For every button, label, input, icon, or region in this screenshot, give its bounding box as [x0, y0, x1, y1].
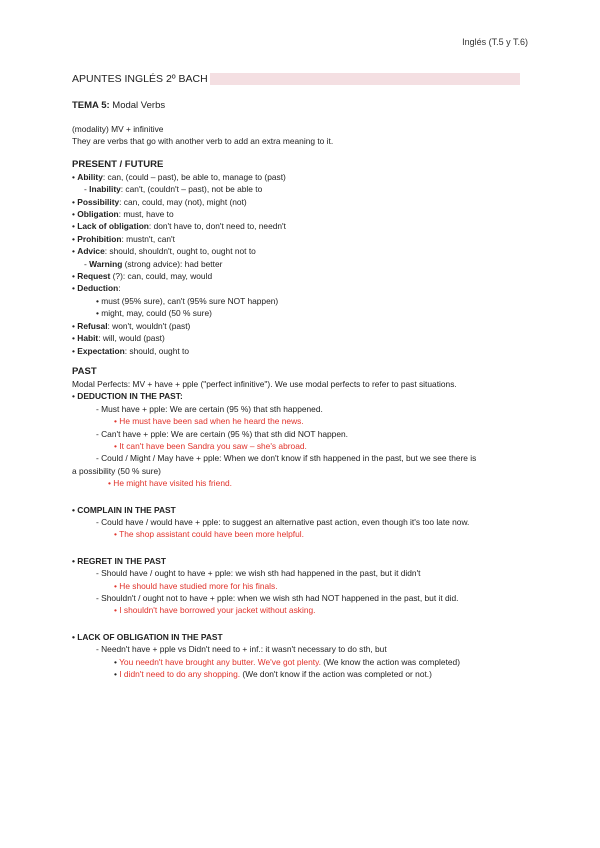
- example-line: • I shouldn't have borrowed your jacket without asking.: [114, 605, 316, 616]
- deduction-heading: • DEDUCTION IN THE PAST:: [72, 391, 183, 402]
- list-item: • might, may, could (50 % sure): [96, 308, 212, 319]
- list-item: • Habit: will, would (past): [72, 333, 165, 344]
- tema-heading: [72, 100, 532, 111]
- list-item: • Refusal: won't, wouldn't (past): [72, 320, 191, 331]
- past-intro: Modal Perfects: MV + have + pple ("perfect infinitive"). We use modal perfects to refer to past situations.: [72, 378, 457, 389]
- list-item: • Deduction:: [72, 283, 121, 294]
- deduction-line-cont: a possibility (50 % sure): [72, 465, 161, 476]
- list-item: • Expectation: should, ought to: [72, 345, 190, 356]
- intro-line-2: They are verbs that go with another verb to add an extra meaning to it.: [72, 136, 334, 147]
- deduction-line: - Can't have + pple: We are certain (95 %) that sth did NOT happen.: [96, 428, 348, 439]
- list-item: • Advice: should, shouldn't, ought to, ought not to: [72, 246, 256, 257]
- list-item: • Request (?): can, could, may, would: [72, 271, 213, 282]
- past-heading: PAST: [72, 365, 97, 377]
- intro-line-1: (modality) MV + infinitive: [72, 124, 164, 134]
- regret-heading: • REGRET IN THE PAST: [72, 555, 166, 566]
- tema-label: TEMA 5:: [72, 100, 110, 111]
- tema-name: Modal Verbs: [112, 100, 166, 111]
- document-title: [72, 72, 520, 86]
- list-item: - Warning (strong advice): had better: [84, 258, 223, 269]
- list-item: • Lack of obligation: don't have to, don't need to, needn't: [72, 221, 286, 232]
- list-item: • Obligation: must, have to: [72, 209, 174, 220]
- content: [72, 100, 532, 680]
- example-line: • He must have been sad when he heard the news.: [114, 416, 304, 427]
- title-highlight: [210, 73, 520, 85]
- example-line: • It can't have been Sandra you saw – she's abroad.: [114, 440, 307, 451]
- list-item: • Ability: can, (could – past), be able to, manage to (past): [72, 171, 286, 182]
- deduction-line: - Could / Might / May have + pple: When we don't know if sth happened in the past, but we see there is: [96, 453, 477, 464]
- page-header: Inglés (T.5 y T.6): [462, 37, 528, 47]
- list-item: • Possibility: can, could, may (not), might (not): [72, 196, 247, 207]
- deduction-line: - Must have + pple: We are certain (95 %) that sth happened.: [96, 403, 323, 414]
- example-line: • He should have studied more for his finals.: [114, 580, 278, 591]
- example-line: • He might have visited his friend.: [108, 478, 232, 489]
- regret-line: - Shouldn't / ought not to have + pple: when we wish sth had NOT happened in the past, but it did.: [96, 593, 459, 603]
- list-item: - Inability: can't, (couldn't – past), not be able to: [84, 184, 263, 195]
- example-line: • The shop assistant could have been more helpful.: [114, 529, 304, 540]
- list-item: • must (95% sure), can't (95% sure NOT happen): [96, 295, 279, 306]
- present-heading: PRESENT / FUTURE: [72, 158, 164, 170]
- example-line: • I didn't need to do any shopping. (We don't know if the action was completed or not.): [114, 669, 432, 680]
- lack-line: - Needn't have + pple vs Didn't need to + inf.: it wasn't necessary to do sth, but: [96, 644, 387, 655]
- lack-heading: • LACK OF OBLIGATION IN THE PAST: [72, 631, 223, 642]
- complain-heading: • COMPLAIN IN THE PAST: [72, 504, 176, 515]
- example-line: • You needn't have brought any butter. We've got plenty. (We know the action was completed): [114, 656, 460, 667]
- regret-line: - Should have / ought to have + pple: we wish sth had happened in the past, but it didn't: [96, 568, 421, 579]
- list-item: • Prohibition: mustn't, can't: [72, 233, 175, 244]
- title-text: APUNTES INGLÉS 2º BACH: [72, 73, 208, 85]
- complain-line: - Could have / would have + pple: to suggest an alternative past action, even though it's too late now.: [96, 516, 470, 527]
